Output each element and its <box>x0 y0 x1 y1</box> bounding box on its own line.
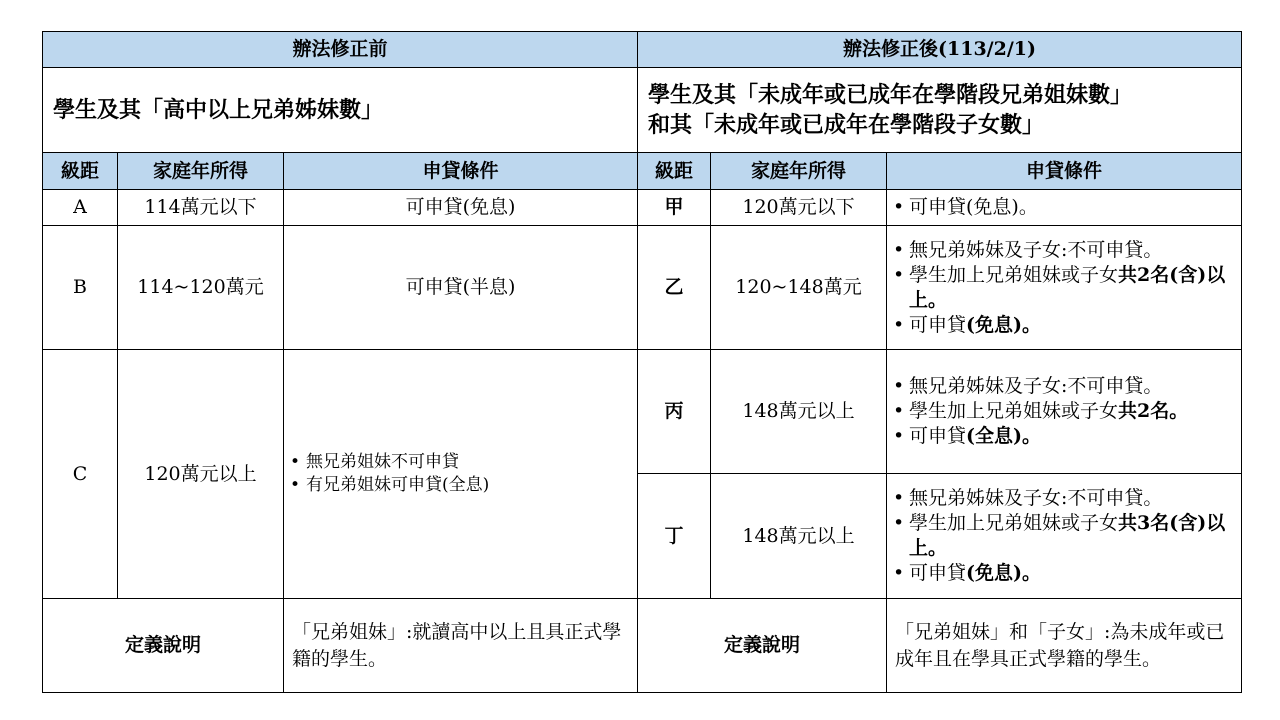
after-cond <box>887 474 1242 599</box>
before-cond: 可申貸(免息) <box>284 190 638 226</box>
after-col-level: 級距 <box>638 153 711 190</box>
list-item: • 無兄弟姊妹及子女:不可申貸。 <box>887 238 1237 263</box>
after-cond <box>887 226 1242 350</box>
before-cond: 可申貸(半息) <box>284 226 638 350</box>
list-item: • 可申貸(全息)。 <box>887 424 1237 449</box>
after-level: 乙 <box>638 226 711 350</box>
table-row <box>43 350 1242 474</box>
title-row <box>43 32 1242 68</box>
list-item: • 學生加上兄弟姐妹或子女共2名(含)以上。 <box>887 263 1237 313</box>
list-item: • 學生加上兄弟姐妹或子女共3名(含)以上。 <box>887 511 1237 561</box>
column-header-row <box>43 153 1242 190</box>
before-income: 120萬元以上 <box>118 350 284 599</box>
after-income: 120~148萬元 <box>711 226 887 350</box>
before-cond <box>284 350 638 599</box>
after-def-text: 「兄弟姐妹」和「子女」:為未成年或已成年且在學具正式學籍的學生。 <box>887 599 1242 693</box>
list-item: • 無兄弟姊妹及子女:不可申貸。 <box>887 374 1237 399</box>
list-item: • 可申貸(免息)。 <box>887 561 1237 586</box>
before-col-income: 家庭年所得 <box>118 153 284 190</box>
definition-row <box>43 599 1242 693</box>
before-def-label: 定義說明 <box>43 599 284 693</box>
before-def-text: 「兄弟姐妹」:就讀高中以上且具正式學籍的學生。 <box>284 599 638 693</box>
before-level: B <box>43 226 118 350</box>
list-item: • 可申貸(免息)。 <box>887 313 1237 338</box>
list-item: • 無兄弟姊妹及子女:不可申貸。 <box>887 486 1237 511</box>
after-subtitle-line2: 和其「未成年或已成年在學階段子女數」 <box>648 112 1045 138</box>
list-item: • 學生加上兄弟姐妹或子女共2名。 <box>887 399 1237 424</box>
after-subtitle-line1: 學生及其「未成年或已成年在學階段兄弟姐妹數」 <box>648 82 1133 108</box>
table-row <box>43 190 1242 226</box>
after-income: 120萬元以下 <box>711 190 887 226</box>
after-def-label: 定義說明 <box>638 599 887 693</box>
after-level: 丙 <box>638 350 711 474</box>
after-cond <box>887 350 1242 474</box>
list-item: • 有兄弟姐妹可申貸(全息) <box>284 474 633 497</box>
before-col-cond: 申貸條件 <box>284 153 638 190</box>
comparison-table <box>42 31 1242 693</box>
before-col-level: 級距 <box>43 153 118 190</box>
after-title: 辦法修正後(113/2/1) <box>638 32 1242 68</box>
before-income: 114萬元以下 <box>118 190 284 226</box>
after-level: 甲 <box>638 190 711 226</box>
list-item: • 可申貸(免息)。 <box>887 195 1237 220</box>
before-subtitle: 學生及其「高中以上兄弟姊妹數」 <box>43 68 638 153</box>
after-level: 丁 <box>638 474 711 599</box>
after-cond <box>887 190 1242 226</box>
before-level: A <box>43 190 118 226</box>
after-income: 148萬元以上 <box>711 474 887 599</box>
list-item: • 無兄弟姐妹不可申貸 <box>284 451 633 474</box>
subtitle-row <box>43 68 1242 153</box>
before-income: 114~120萬元 <box>118 226 284 350</box>
after-subtitle <box>638 68 1242 153</box>
before-level: C <box>43 350 118 599</box>
table-row <box>43 226 1242 350</box>
before-title: 辦法修正前 <box>43 32 638 68</box>
after-col-cond: 申貸條件 <box>887 153 1242 190</box>
after-income: 148萬元以上 <box>711 350 887 474</box>
after-col-income: 家庭年所得 <box>711 153 887 190</box>
